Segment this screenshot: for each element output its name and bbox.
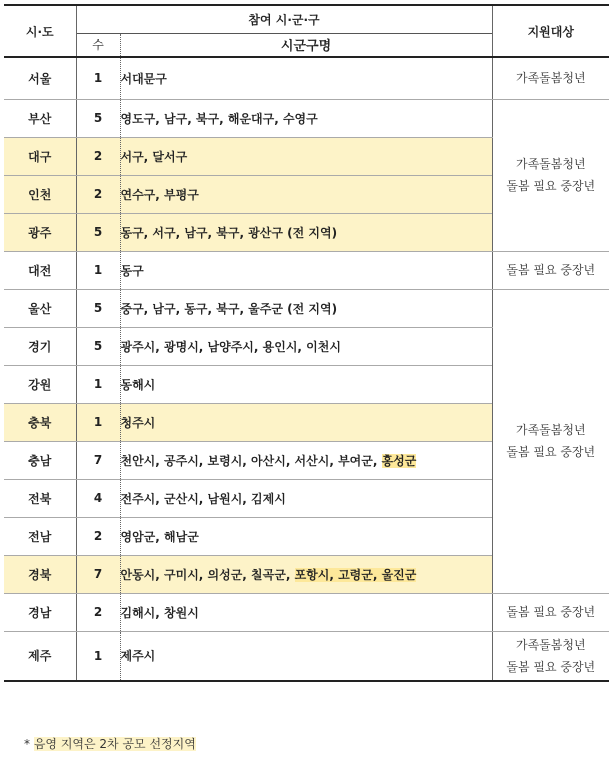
table-row: [4, 593, 609, 631]
sido-cell: 경기: [4, 327, 76, 365]
target-cell: 가족돌봄청년: [492, 57, 609, 99]
table-row: [4, 251, 609, 289]
names-cell: [120, 403, 492, 441]
footnote: [24, 735, 196, 752]
table-row: [4, 631, 609, 681]
names-cell: [120, 251, 492, 289]
name-segment: 동해시: [120, 377, 156, 392]
sido-cell: 대구: [4, 137, 76, 175]
sido-cell: 충북: [4, 403, 76, 441]
names-cell: [120, 555, 492, 593]
names-cell: [120, 175, 492, 213]
count-cell: 2: [76, 517, 120, 555]
sido-cell: 부산: [4, 99, 76, 137]
name-segment: 청주시: [120, 415, 156, 430]
participation-table: [4, 4, 609, 682]
count-cell: 2: [76, 593, 120, 631]
sido-cell: 경남: [4, 593, 76, 631]
name-segment: 영도구, 남구, 북구, 해운대구, 수영구: [120, 111, 318, 126]
name-segment: 동구, 서구, 남구, 북구, 광산구 (전 지역): [120, 225, 338, 240]
names-cell: [120, 213, 492, 251]
names-cell: [120, 517, 492, 555]
target-cell: 가족돌봄청년 돌봄 필요 중장년: [492, 99, 609, 251]
count-cell: 1: [76, 57, 120, 99]
name-segment: 전주시, 군산시, 남원시, 김제시: [120, 491, 286, 506]
footnote-text: 음영 지역은 2차 공모 선정지역: [33, 737, 196, 751]
names-cell: [120, 441, 492, 479]
name-segment: 영암군, 해남군: [120, 529, 199, 544]
count-cell: 2: [76, 175, 120, 213]
name-segment: 안동시, 구미시, 의성군, 칠곡군,: [120, 567, 295, 582]
count-cell: 5: [76, 327, 120, 365]
names-cell: [120, 57, 492, 99]
names-cell: [120, 365, 492, 403]
count-cell: 2: [76, 137, 120, 175]
count-cell: 5: [76, 99, 120, 137]
header-target: 지원대상: [492, 5, 609, 57]
names-cell: [120, 593, 492, 631]
names-cell: [120, 479, 492, 517]
target-cell: 가족돌봄청년 돌봄 필요 중장년: [492, 289, 609, 593]
names-cell: [120, 99, 492, 137]
sido-cell: 울산: [4, 289, 76, 327]
sido-cell: 인천: [4, 175, 76, 213]
table-body: [4, 57, 609, 681]
sido-cell: 경북: [4, 555, 76, 593]
sido-cell: 전북: [4, 479, 76, 517]
sido-cell: 서울: [4, 57, 76, 99]
footnote-prefix: *: [24, 737, 34, 751]
name-segment: 서구, 달서구: [120, 149, 188, 164]
name-segment: 연수구, 부평구: [120, 187, 199, 202]
names-cell: [120, 327, 492, 365]
header-participating: 참여 시·군·구: [248, 12, 320, 27]
names-cell: [120, 137, 492, 175]
count-cell: 7: [76, 441, 120, 479]
target-cell: 가족돌봄청년 돌봄 필요 중장년: [492, 631, 609, 681]
name-segment: 동구: [120, 263, 144, 278]
header-count: 수: [76, 33, 120, 57]
name-segment: 광주시, 광명시, 남양주시, 용인시, 이천시: [120, 339, 341, 354]
header-sido: 시·도: [4, 5, 76, 57]
sido-cell: 강원: [4, 365, 76, 403]
sido-cell: 전남: [4, 517, 76, 555]
sido-cell: 대전: [4, 251, 76, 289]
name-segment: 천안시, 공주시, 보령시, 아산시, 서산시, 부여군,: [120, 453, 382, 468]
table-row: [4, 289, 609, 327]
count-cell: 1: [76, 365, 120, 403]
sido-cell: 충남: [4, 441, 76, 479]
header-names: 시군구명: [280, 39, 332, 55]
count-cell: 5: [76, 213, 120, 251]
name-segment: 제주시: [120, 649, 156, 664]
count-cell: 4: [76, 479, 120, 517]
names-cell: [120, 631, 492, 681]
names-cell: [120, 289, 492, 327]
name-segment: 중구, 남구, 동구, 북구, 울주군 (전 지역): [120, 301, 338, 316]
count-cell: 1: [76, 251, 120, 289]
name-segment: 김해시, 창원시: [120, 605, 199, 620]
count-cell: 7: [76, 555, 120, 593]
table-row: [4, 57, 609, 99]
highlighted-name-segment: 포항시, 고령군, 울진군: [294, 567, 417, 582]
target-cell: 돌봄 필요 중장년: [492, 251, 609, 289]
count-cell: 5: [76, 289, 120, 327]
sido-cell: 제주: [4, 631, 76, 681]
target-cell: 돌봄 필요 중장년: [492, 593, 609, 631]
count-cell: 1: [76, 631, 120, 681]
highlighted-name-segment: 홍성군: [381, 453, 417, 468]
count-cell: 1: [76, 403, 120, 441]
name-segment: 서대문구: [120, 71, 167, 86]
table-row: [4, 99, 609, 137]
sido-cell: 광주: [4, 213, 76, 251]
